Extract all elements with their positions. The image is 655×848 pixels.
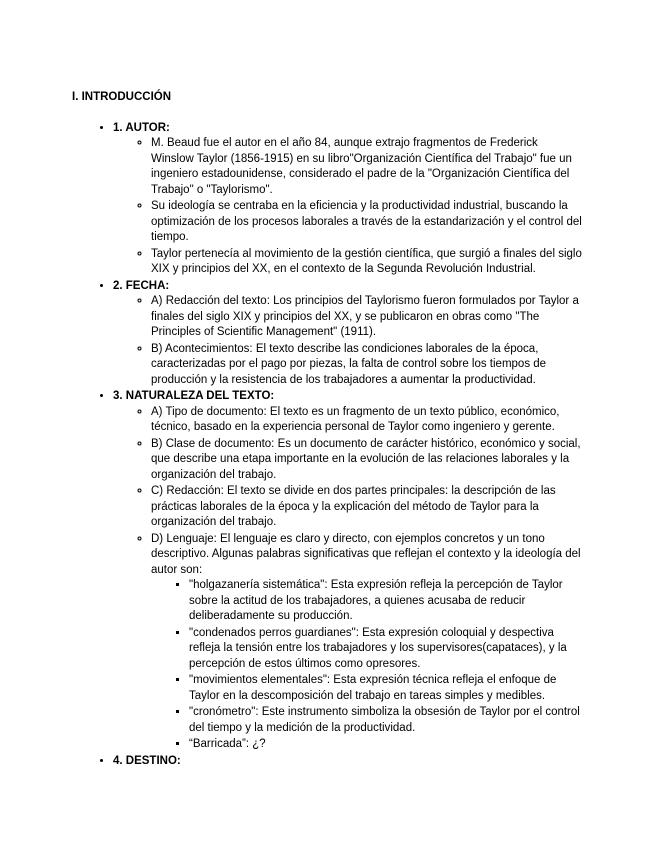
list-item bbox=[151, 532, 583, 753]
section-title: 4. DESTINO: bbox=[113, 754, 181, 767]
list-item bbox=[151, 405, 583, 436]
list-item-text: Su ideología se centraba en la eficiencia y la productividad industrial, buscando la optimización de los procesos laborales a través de la estandarización y el control del tiempo. bbox=[151, 200, 582, 243]
term-item bbox=[189, 705, 583, 736]
section-sublist bbox=[113, 405, 583, 753]
list-item-text: A) Redacción del texto: Los principios del Taylorismo fueron formulados por Taylor a finales del siglo XIX y principios del XX, y se publicaron en obras como "The Principles of Scientific Management" (1911). bbox=[151, 295, 579, 338]
term-sublist bbox=[151, 578, 583, 753]
section-sublist bbox=[113, 294, 583, 388]
list-item-text: M. Beaud fue el autor en el año 84, aunque extrajo fragmentos de Frederick Winslow Taylor (1856-1915) en su libro"Organización Científica del Trabajo" fue un ingeniero estadounidense, considerado el padre de la "Organización Científica del Trabajo" o "Taylorismo". bbox=[151, 137, 572, 196]
section-title: 1. AUTOR: bbox=[113, 121, 170, 134]
section-item bbox=[113, 389, 583, 753]
list-item-text: A) Tipo de documento: El texto es un fragmento de un texto público, económico, técnico, basado en la experiencia personal de Taylor como ingeniero y gerente. bbox=[151, 405, 560, 433]
list-item-text: B) Clase de documento: Es un documento de carácter histórico, económico y social, que describe una etapa importante en la evolución de las relaciones laborales y la organización del trabajo. bbox=[151, 437, 581, 481]
list-item bbox=[151, 342, 583, 389]
section-sublist bbox=[113, 136, 583, 278]
term-item bbox=[189, 673, 583, 704]
list-item bbox=[151, 247, 583, 278]
term-item bbox=[189, 578, 583, 625]
list-item-text: B) Acontecimientos: El texto describe las condiciones laborales de la época, caracterizadas por el pago por piezas, la falta de control sobre los tiempos de producción y la resistencia de los trabajadores a aumentar la productividad. bbox=[151, 342, 547, 386]
document-heading: I. INTRODUCCIÓN bbox=[72, 91, 172, 103]
term-item bbox=[189, 626, 583, 673]
term-item-text: "holgazanería sistemática": Esta expresión refleja la percepción de Taylor sobre la actitud de los trabajadores, a quienes acusaba de reducir deliberadamente su producción. bbox=[189, 579, 563, 622]
list-item-text: Taylor pertenecía al movimiento de la gestión científica, que surgió a finales del siglo XIX y principios del XX, en el contexto de la Segunda Revolución Industrial. bbox=[151, 247, 582, 275]
term-item-text: "movimientos elementales": Esta expresión técnica refleja el enfoque de Taylor en la descomposición del trabajo en tareas simples y medibles. bbox=[189, 674, 557, 702]
list-item bbox=[151, 437, 583, 484]
section-title: 3. NATURALEZA DEL TEXTO: bbox=[113, 390, 275, 402]
section-title: 2. FECHA: bbox=[113, 279, 170, 292]
list-item-text: C) Redacción: El texto se divide en dos partes principales: la descripción de las prácticas laborales de la época y la explicación del método de Taylor para la organización del trabajo. bbox=[151, 485, 556, 528]
section-item bbox=[113, 279, 583, 389]
term-item bbox=[189, 737, 583, 753]
section-item bbox=[113, 754, 583, 770]
section-item bbox=[113, 121, 583, 278]
term-item-text: “Barricada”: ¿? bbox=[189, 738, 266, 750]
list-item-text: D) Lenguaje: El lenguaje es claro y directo, con ejemplos concretos y un tono descriptivo. Algunas palabras significativas que reflejan el contexto y la ideología del autor son: bbox=[151, 532, 581, 576]
term-item-text: "condenados perros guardianes": Esta expresión coloquial y despectiva refleja la tensión entre los trabajadores y los supervisores(capataces), y la percepción de estos últimos como opresores. bbox=[189, 626, 567, 670]
list-item bbox=[151, 484, 583, 531]
list-item bbox=[151, 136, 583, 198]
outline-list bbox=[72, 121, 583, 770]
list-item bbox=[151, 294, 583, 341]
term-item-text: "cronómetro": Este instrumento simboliza la obsesión de Taylor por el control del tiempo y la medición de la productividad. bbox=[189, 706, 580, 734]
list-item bbox=[151, 199, 583, 246]
